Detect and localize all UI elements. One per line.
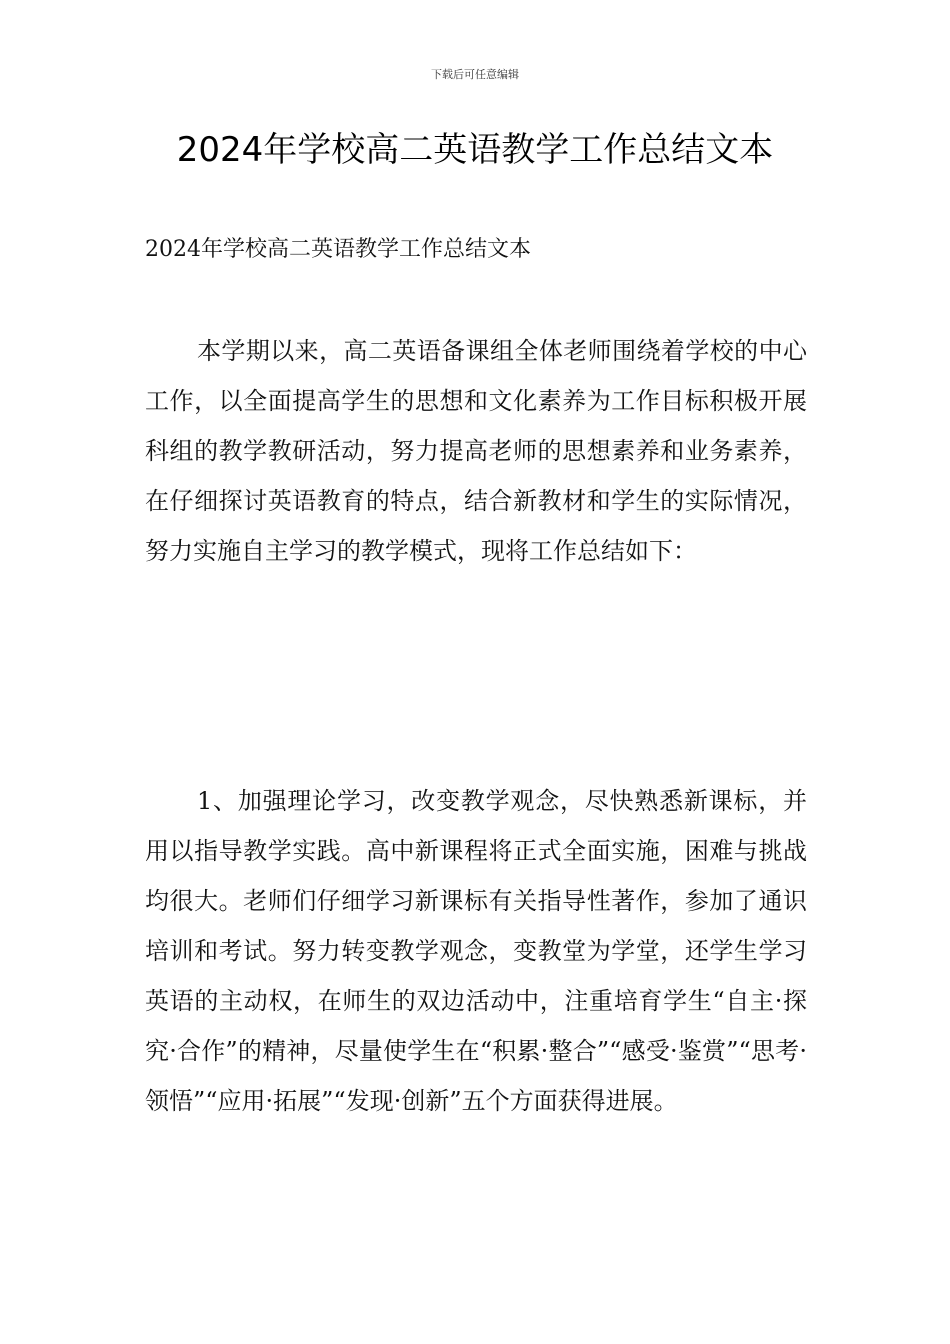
paragraph-item-1: 1、加强理论学习，改变教学观念，尽快熟悉新课标，并用以指导教学实践。高中新课程将正式全面实施，困难与挑战均很大。老师们仔细学习新课标有关指导性著作，参加了通识培训和考试。努力转变教学观念，变教堂为学堂，还学生学习英语的主动权，在师生的双边活动中，注重培育学生“自主·探究·合作”的精神，尽量使学生在“积累·整合”“感受·鉴赏”“思考·领悟”“应用·拓展”“发现·创新”五个方面获得进展。 [145,787,807,1115]
document-subtitle: 2024年学校高二英语教学工作总结文本 [145,237,531,262]
paragraph-intro: 本学期以来，高二英语备课组全体老师围绕着学校的中心工作，以全面提高学生的思想和文化素养为工作目标积极开展科组的教学教研活动，努力提高老师的思想素养和业务素养，在仔细探讨英语教育的特点，结合新教材和学生的实际情况，努力实施自主学习的教学模式，现将工作总结如下： [145,337,807,565]
document-title: 2024年学校高二英语教学工作总结文本 [176,130,774,170]
header-note: 下载后可任意编辑 [431,68,519,81]
